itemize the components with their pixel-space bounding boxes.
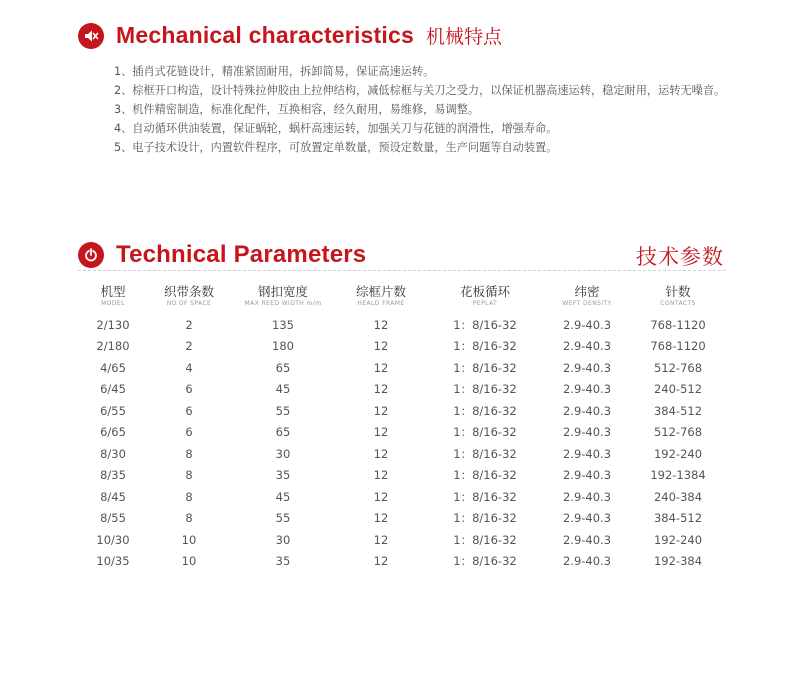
- table-cell: 240-512: [653, 382, 703, 397]
- table-cell: 2.9-40.3: [562, 425, 612, 440]
- table-cell: 12: [373, 425, 389, 440]
- table-body: [78, 314, 726, 572]
- table-cell: 384-512: [653, 403, 703, 418]
- table-cell: 2.9-40.3: [562, 554, 612, 569]
- mechanical-header: [78, 22, 502, 49]
- table-cell: 12: [373, 532, 389, 547]
- table-cell: 2.9-40.3: [562, 403, 612, 418]
- table-cell: 240-384: [653, 489, 703, 504]
- table-cell: 768-1120: [650, 317, 706, 332]
- table-row: [78, 486, 726, 508]
- feature-item: 4、自动循环供油装置，保证蜗轮，蜗杆高速运转，加强关刀与花链的润滑性，增强寿命。: [114, 122, 558, 135]
- table-cell: 1：8/16-32: [453, 382, 517, 397]
- table-cell: 4/65: [100, 360, 126, 375]
- table-header-row: [78, 284, 726, 314]
- table-cell: 2.9-40.3: [562, 382, 612, 397]
- table-cell: 2: [185, 339, 193, 354]
- table-cell: 384-512: [653, 511, 703, 526]
- table-cell: 6: [185, 382, 193, 397]
- table-cell: 2/180: [96, 339, 130, 354]
- table-row: [78, 314, 726, 336]
- table-row: [78, 357, 726, 379]
- table-cell: 6: [185, 403, 193, 418]
- table-cell: 2.9-40.3: [562, 511, 612, 526]
- table-cell: 45: [275, 382, 291, 397]
- table-cell: 2.9-40.3: [562, 317, 612, 332]
- technical-header: [78, 241, 366, 269]
- table-cell: 192-1384: [650, 468, 706, 483]
- table-cell: 30: [275, 446, 291, 461]
- technical-title-en: Technical Parameters: [116, 241, 367, 268]
- table-cell: 10: [181, 554, 197, 569]
- table-cell: 35: [275, 468, 291, 483]
- column-header: 机型 MODEL: [100, 284, 126, 307]
- feature-item: 2、棕框开口构造，设计特殊拉伸胶由上拉伸结构，减低棕框与关刀之受力，以保证机器高速运转，稳定耐用，运转无噪音。: [114, 84, 726, 97]
- table-cell: 2.9-40.3: [562, 360, 612, 375]
- section-divider: [78, 270, 726, 271]
- table-cell: 1：8/16-32: [453, 511, 517, 526]
- table-cell: 35: [275, 554, 291, 569]
- mute-speaker-icon: [78, 23, 104, 49]
- table-cell: 192-240: [653, 532, 703, 547]
- table-cell: 55: [275, 403, 291, 418]
- table-row: [78, 465, 726, 487]
- table-row: [78, 379, 726, 401]
- table-cell: 8/45: [100, 489, 126, 504]
- table-cell: 12: [373, 317, 389, 332]
- table-cell: 12: [373, 554, 389, 569]
- table-cell: 2.9-40.3: [562, 446, 612, 461]
- table-cell: 8/30: [100, 446, 126, 461]
- column-header: 针数 CONTACTS: [660, 284, 696, 307]
- table-cell: 1：8/16-32: [453, 425, 517, 440]
- table-cell: 1：8/16-32: [453, 403, 517, 418]
- table-cell: 1：8/16-32: [453, 360, 517, 375]
- table-cell: 12: [373, 468, 389, 483]
- table-cell: 8: [185, 511, 193, 526]
- table-cell: 4: [185, 360, 193, 375]
- table-cell: 12: [373, 489, 389, 504]
- table-row: [78, 422, 726, 444]
- table-cell: 8/55: [100, 511, 126, 526]
- table-cell: 1：8/16-32: [453, 339, 517, 354]
- feature-item: 1、插肖式花链设计，精准紧固耐用，拆卸简易，保证高速运转。: [114, 65, 435, 78]
- table-row: [78, 336, 726, 358]
- table-cell: 1：8/16-32: [453, 317, 517, 332]
- table-cell: 6: [185, 425, 193, 440]
- column-header: 钢扣宽度 MAX REED WIDTH m/m: [244, 284, 322, 307]
- column-header: 织带条数 NO.OF SPACE: [163, 284, 214, 307]
- table-cell: 1：8/16-32: [453, 489, 517, 504]
- table-cell: 10: [181, 532, 197, 547]
- table-cell: 8: [185, 446, 193, 461]
- table-cell: 6/65: [100, 425, 126, 440]
- table-cell: 65: [275, 360, 291, 375]
- table-cell: 2.9-40.3: [562, 468, 612, 483]
- table-cell: 12: [373, 446, 389, 461]
- table-cell: 1：8/16-32: [453, 532, 517, 547]
- table-cell: 768-1120: [650, 339, 706, 354]
- mechanical-title-cn: 机械特点: [425, 26, 502, 48]
- table-cell: 12: [373, 403, 389, 418]
- table-cell: 1：8/16-32: [453, 468, 517, 483]
- table-cell: 1：8/16-32: [453, 446, 517, 461]
- table-cell: 192-384: [653, 554, 703, 569]
- mechanical-title-en: Mechanical characteristics: [116, 22, 414, 48]
- table-row: [78, 529, 726, 551]
- table-row: [78, 443, 726, 465]
- table-cell: 8/35: [100, 468, 126, 483]
- column-header: 综框片数 HEALD FRAME: [355, 284, 406, 307]
- table-cell: 8: [185, 468, 193, 483]
- column-header: 花板循环 PEPLAT: [459, 284, 510, 307]
- table-cell: 30: [275, 532, 291, 547]
- table-cell: 45: [275, 489, 291, 504]
- table-cell: 180: [272, 339, 294, 354]
- table-cell: 1：8/16-32: [453, 554, 517, 569]
- table-cell: 55: [275, 511, 291, 526]
- table-cell: 10/35: [96, 554, 130, 569]
- table-row: [78, 551, 726, 573]
- power-icon: [78, 242, 104, 268]
- table-cell: 2.9-40.3: [562, 339, 612, 354]
- table-cell: 6/55: [100, 403, 126, 418]
- table-cell: 6/45: [100, 382, 126, 397]
- table-cell: 12: [373, 382, 389, 397]
- feature-item: 5、电子技术设计，内置软件程序，可放置定单数量，预设定数量，生产问题等自动装置。: [114, 141, 558, 154]
- table-cell: 2.9-40.3: [562, 489, 612, 504]
- table-cell: 65: [275, 425, 291, 440]
- table-cell: 12: [373, 511, 389, 526]
- feature-item: 3、机件精密制造，标准化配件，互换相容，经久耐用，易维修，易调整。: [114, 103, 480, 116]
- table-cell: 12: [373, 360, 389, 375]
- table-cell: 2.9-40.3: [562, 532, 612, 547]
- feature-list: [114, 62, 734, 157]
- table-cell: 512-768: [653, 360, 703, 375]
- table-cell: 192-240: [653, 446, 703, 461]
- table-row: [78, 400, 726, 422]
- table-cell: 8: [185, 489, 193, 504]
- table-cell: 512-768: [653, 425, 703, 440]
- column-header: 纬密 WEFT DENSITY: [562, 284, 612, 307]
- table-cell: 2: [185, 317, 193, 332]
- technical-title-cn: 技术参数: [636, 245, 724, 269]
- table-cell: 2/130: [96, 317, 130, 332]
- parameters-table: [78, 284, 726, 572]
- table-cell: 135: [272, 317, 294, 332]
- table-cell: 10/30: [96, 532, 130, 547]
- table-row: [78, 508, 726, 530]
- table-cell: 12: [373, 339, 389, 354]
